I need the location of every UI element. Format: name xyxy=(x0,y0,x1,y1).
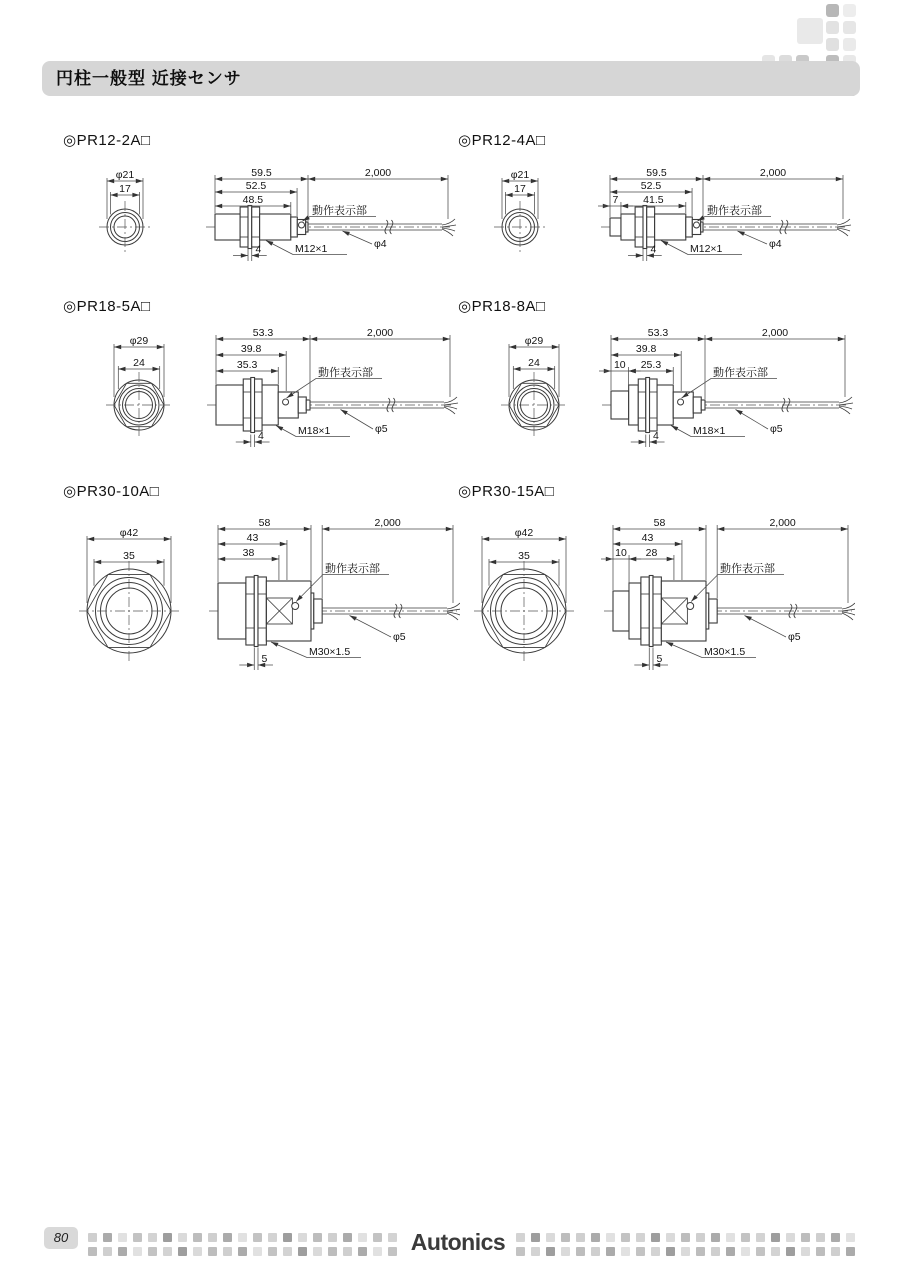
footer-dot xyxy=(118,1247,127,1256)
svg-text:7: 7 xyxy=(612,194,619,206)
svg-text:39.8: 39.8 xyxy=(635,343,657,355)
footer-dot xyxy=(726,1233,735,1242)
footer-dot xyxy=(88,1233,97,1242)
footer-dot xyxy=(696,1233,705,1242)
sensor-section-pr30-15a xyxy=(458,482,855,703)
svg-text:39.8: 39.8 xyxy=(240,343,262,355)
svg-text:35: 35 xyxy=(123,550,135,562)
footer-dot xyxy=(756,1247,765,1256)
svg-text:24: 24 xyxy=(528,357,540,369)
svg-text:φ5: φ5 xyxy=(375,423,388,435)
dimension-drawing xyxy=(63,318,460,464)
footer-dot xyxy=(651,1247,660,1256)
svg-text:35: 35 xyxy=(518,550,530,562)
brand-logo: Autonics xyxy=(410,1229,506,1255)
footer-dot xyxy=(103,1233,112,1242)
svg-text:53.3: 53.3 xyxy=(647,327,669,339)
svg-text:52.5: 52.5 xyxy=(640,180,662,192)
footer-dot xyxy=(313,1233,322,1242)
svg-text:4: 4 xyxy=(255,243,262,256)
svg-text:35.3: 35.3 xyxy=(236,359,258,371)
footer-dot xyxy=(666,1247,675,1256)
svg-text:38: 38 xyxy=(242,547,255,559)
sensor-section-pr18-5a xyxy=(63,297,460,464)
footer-dot xyxy=(373,1247,382,1256)
svg-text:φ5: φ5 xyxy=(770,423,783,435)
footer-dot xyxy=(741,1247,750,1256)
svg-text:17: 17 xyxy=(119,183,131,195)
footer-dot xyxy=(193,1233,202,1242)
svg-text:M30×1.5: M30×1.5 xyxy=(704,646,746,658)
dimension-drawing xyxy=(63,152,460,292)
footer-dot xyxy=(771,1247,780,1256)
svg-text:φ29: φ29 xyxy=(524,335,544,347)
svg-text:59.5: 59.5 xyxy=(646,167,667,179)
footer-dot xyxy=(253,1233,262,1242)
footer-dot xyxy=(328,1247,337,1256)
svg-text:43: 43 xyxy=(246,532,259,544)
svg-text:59.5: 59.5 xyxy=(251,167,272,179)
footer-dot xyxy=(831,1233,840,1242)
sensor-section-pr12-4a xyxy=(458,131,855,292)
footer-dot xyxy=(576,1247,585,1256)
footer-dot xyxy=(711,1233,720,1242)
sensor-model-title: ◎PR30-15A□ xyxy=(458,483,555,500)
svg-text:2,000: 2,000 xyxy=(761,327,789,339)
sensor-section-pr12-2a xyxy=(63,131,460,292)
footer-dot xyxy=(328,1233,337,1242)
footer-dot xyxy=(831,1247,840,1256)
footer-dot xyxy=(388,1233,397,1242)
footer-dot xyxy=(283,1233,292,1242)
footer-dot xyxy=(133,1247,142,1256)
svg-text:10: 10 xyxy=(615,547,627,559)
svg-text:M30×1.5: M30×1.5 xyxy=(309,646,351,658)
svg-text:M12×1: M12×1 xyxy=(690,243,723,255)
mosaic-square xyxy=(843,21,856,34)
footer-dot xyxy=(786,1247,795,1256)
footer-dot xyxy=(358,1233,367,1242)
svg-text:2,000: 2,000 xyxy=(374,517,401,529)
footer-dot xyxy=(621,1247,630,1256)
footer-dot xyxy=(343,1247,352,1256)
svg-text:動作表示部: 動作表示部 xyxy=(707,205,762,217)
footer-dot xyxy=(531,1247,540,1256)
footer-dot xyxy=(178,1233,187,1242)
mosaic-square xyxy=(843,38,856,51)
footer-dot xyxy=(223,1247,232,1256)
svg-text:58: 58 xyxy=(258,517,271,529)
dimension-drawing xyxy=(458,503,855,703)
svg-text:43: 43 xyxy=(641,532,654,544)
footer-dot xyxy=(208,1247,217,1256)
svg-text:24: 24 xyxy=(133,357,145,369)
footer-dot xyxy=(253,1247,262,1256)
svg-text:φ42: φ42 xyxy=(514,527,534,539)
sensor-model-title: ◎PR12-4A□ xyxy=(458,132,546,149)
footer-dot xyxy=(666,1233,675,1242)
svg-text:動作表示部: 動作表示部 xyxy=(713,367,768,379)
svg-text:動作表示部: 動作表示部 xyxy=(720,563,775,575)
svg-text:4: 4 xyxy=(650,243,657,256)
sensor-model-title: ◎PR12-2A□ xyxy=(63,132,151,149)
footer-dot xyxy=(238,1233,247,1242)
svg-text:動作表示部: 動作表示部 xyxy=(325,563,380,575)
footer-dot xyxy=(298,1233,307,1242)
svg-text:2,000: 2,000 xyxy=(769,517,796,529)
footer-dot xyxy=(516,1233,525,1242)
footer-dot xyxy=(711,1247,720,1256)
svg-text:2,000: 2,000 xyxy=(759,167,787,179)
footer-dot xyxy=(118,1233,127,1242)
svg-text:41.5: 41.5 xyxy=(643,194,664,206)
svg-text:φ4: φ4 xyxy=(769,238,782,250)
footer-dot xyxy=(681,1247,690,1256)
footer-dot xyxy=(621,1233,630,1242)
sensor-model-title: ◎PR30-10A□ xyxy=(63,483,160,500)
footer-dot xyxy=(178,1247,187,1256)
footer-dot xyxy=(103,1247,112,1256)
svg-text:φ5: φ5 xyxy=(788,631,801,643)
svg-text:25.3: 25.3 xyxy=(640,359,662,371)
footer-dot xyxy=(148,1233,157,1242)
svg-text:φ5: φ5 xyxy=(393,631,406,643)
footer-dot xyxy=(801,1247,810,1256)
svg-text:48.5: 48.5 xyxy=(242,194,264,206)
footer-dot xyxy=(546,1247,555,1256)
footer-dot xyxy=(516,1247,525,1256)
mosaic-square xyxy=(826,38,839,51)
footer-dot xyxy=(801,1233,810,1242)
svg-text:動作表示部: 動作表示部 xyxy=(318,367,373,379)
mosaic-square xyxy=(826,21,839,34)
svg-text:φ29: φ29 xyxy=(129,335,149,347)
dimension-drawing xyxy=(63,503,460,703)
svg-text:M12×1: M12×1 xyxy=(295,243,328,255)
footer-dot xyxy=(681,1233,690,1242)
footer-dot xyxy=(606,1233,615,1242)
footer-dot xyxy=(163,1247,172,1256)
footer-dot xyxy=(636,1233,645,1242)
footer-dot xyxy=(133,1233,142,1242)
footer-dot xyxy=(606,1247,615,1256)
footer-dot xyxy=(283,1247,292,1256)
footer-dot xyxy=(238,1247,247,1256)
svg-text:17: 17 xyxy=(514,183,526,195)
footer-dot xyxy=(531,1233,540,1242)
footer-dot xyxy=(576,1233,585,1242)
svg-text:52.5: 52.5 xyxy=(245,180,267,192)
svg-text:53.3: 53.3 xyxy=(252,327,274,339)
svg-text:5: 5 xyxy=(656,653,663,665)
footer-dot xyxy=(726,1247,735,1256)
footer-dot xyxy=(561,1233,570,1242)
footer-dot xyxy=(846,1247,855,1256)
page-number: 80 xyxy=(44,1227,78,1249)
svg-text:4: 4 xyxy=(258,430,264,442)
svg-text:2,000: 2,000 xyxy=(366,327,394,339)
footer-dot xyxy=(636,1247,645,1256)
svg-text:4: 4 xyxy=(653,430,659,442)
footer-dot xyxy=(358,1247,367,1256)
svg-text:φ21: φ21 xyxy=(115,169,135,181)
footer-dot xyxy=(148,1247,157,1256)
footer-dot xyxy=(771,1233,780,1242)
footer-dot xyxy=(163,1233,172,1242)
footer-dot xyxy=(591,1233,600,1242)
footer-dot xyxy=(816,1233,825,1242)
sensor-model-title: ◎PR18-8A□ xyxy=(458,298,546,315)
footer-dot xyxy=(313,1247,322,1256)
svg-text:M18×1: M18×1 xyxy=(298,425,331,437)
footer-dot xyxy=(696,1247,705,1256)
svg-text:φ21: φ21 xyxy=(510,169,530,181)
svg-text:28: 28 xyxy=(645,547,658,559)
svg-text:10: 10 xyxy=(613,359,626,371)
footer-dot xyxy=(88,1247,97,1256)
sensor-section-pr30-10a xyxy=(63,482,460,703)
page-title: 円柱一般型 近接センサ xyxy=(56,69,242,88)
mosaic-square xyxy=(826,4,839,17)
footer-dot xyxy=(756,1233,765,1242)
dimension-drawing xyxy=(458,152,855,292)
footer-dot xyxy=(741,1233,750,1242)
svg-text:φ4: φ4 xyxy=(374,238,387,250)
footer-dot xyxy=(388,1247,397,1256)
svg-text:M18×1: M18×1 xyxy=(693,425,726,437)
footer-dot xyxy=(373,1233,382,1242)
footer-dot xyxy=(223,1233,232,1242)
sensor-model-title: ◎PR18-5A□ xyxy=(63,298,151,315)
footer-dot xyxy=(591,1247,600,1256)
footer-dot xyxy=(193,1247,202,1256)
footer-dot xyxy=(561,1247,570,1256)
svg-text:動作表示部: 動作表示部 xyxy=(312,205,367,217)
svg-text:5: 5 xyxy=(261,653,268,665)
footer-dot xyxy=(208,1233,217,1242)
footer-dot xyxy=(298,1247,307,1256)
svg-text:φ42: φ42 xyxy=(119,527,139,539)
mosaic-square xyxy=(843,4,856,17)
mosaic-square xyxy=(797,18,823,44)
footer-dot xyxy=(343,1233,352,1242)
svg-text:2,000: 2,000 xyxy=(364,167,392,179)
dimension-drawing xyxy=(458,318,855,464)
footer-dot xyxy=(651,1233,660,1242)
footer-dot xyxy=(846,1233,855,1242)
svg-text:58: 58 xyxy=(653,517,666,529)
sensor-section-pr18-8a xyxy=(458,297,855,464)
footer-dot xyxy=(816,1247,825,1256)
footer-dot xyxy=(786,1233,795,1242)
footer-dot xyxy=(268,1233,277,1242)
footer-dot xyxy=(268,1247,277,1256)
footer-dot xyxy=(546,1233,555,1242)
